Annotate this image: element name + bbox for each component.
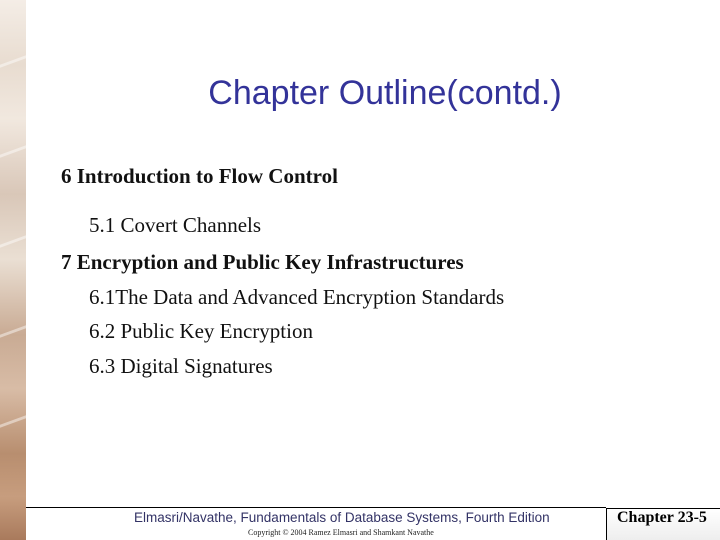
outline-item: 7 Encryption and Public Key Infrastructures [61, 250, 464, 274]
footer-book-title: Elmasri/Navathe, Fundamentals of Database Systems, Fourth Edition [134, 510, 550, 525]
footer-copyright: Copyright © 2004 Ramez Elmasri and Shamkant Navathe [248, 528, 434, 537]
outline-item: 6.2 Public Key Encryption [89, 319, 313, 343]
outline-item: 6.1The Data and Advanced Encryption Standards [89, 285, 505, 309]
outline-item: 6 Introduction to Flow Control [61, 164, 338, 188]
outline-item: 5.1 Covert Channels [89, 213, 262, 237]
chapter-label: Chapter 23-5 [617, 509, 707, 526]
outline-item: 6.3 Digital Signatures [89, 354, 273, 378]
footer-divider [26, 507, 606, 508]
slide-title: Chapter Outline(contd.) [208, 74, 562, 112]
